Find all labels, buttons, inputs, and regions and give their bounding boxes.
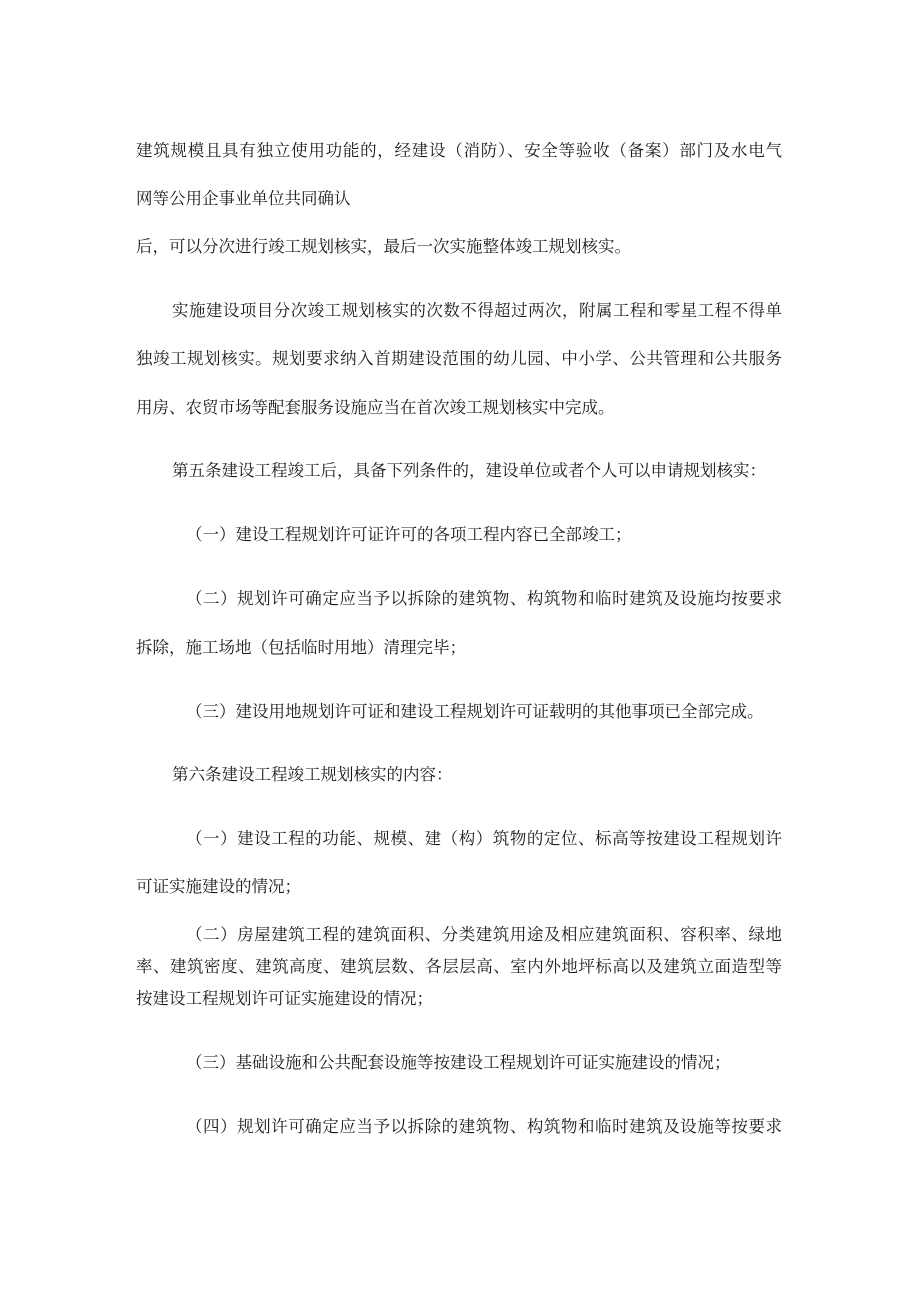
paragraph-line: 后，可以分次进行竣工规划核实，最后一次实施整体竣工规划核实。 [136,237,631,256]
list-item: （一）建设工程规划许可证许可的各项工程内容已全部竣工； [186,525,632,544]
list-item-continuation: 可证实施建设的情况； [136,877,301,896]
paragraph-line: 建筑规模且具有独立使用功能的，经建设（消防）、安全等验收（备案）部门及水电气 [136,141,782,160]
list-item: （一）建设工程的功能、规模、建（构）筑物的定位、标高等按建设工程规划许 [186,829,782,848]
list-item: （三）基础设施和公共配套设施等按建设工程规划许可证实施建设的情况； [186,1053,731,1072]
paragraph-line: 用房、农贸市场等配套服务设施应当在首次竣工规划核实中完成。 [136,398,615,417]
article-heading: 第五条建设工程竣工后，具备下列条件的，建设单位或者个人可以申请规划核实： [172,461,766,480]
paragraph-line: 网等公用企事业单位共同确认 [136,189,351,208]
list-item: （四）规划许可确定应当予以拆除的建筑物、构筑物和临时建筑及设施等按要求 [186,1117,782,1136]
list-item: （二）规划许可确定应当予以拆除的建筑物、构筑物和临时建筑及设施均按要求 [186,589,782,608]
list-item-continuation: 拆除，施工场地（包括临时用地）清理完毕； [136,638,466,657]
article-heading: 第六条建设工程竣工规划核实的内容： [172,765,453,784]
list-item: （三）建设用地规划许可证和建设工程规划许可证载明的其他事项已全部完成。 [186,702,764,721]
paragraph-line: 独竣工规划核实。规划要求纳入首期建设范围的幼儿园、中小学、公共管理和公共服务 [136,349,782,368]
list-item: （二）房屋建筑工程的建筑面积、分类建筑用途及相应建筑面积、容积率、绿地 [186,925,782,944]
list-item-continuation: 按建设工程规划许可证实施建设的情况； [136,989,433,1008]
list-item-continuation: 率、建筑密度、建筑高度、建筑层数、各层层高、室内外地坪标高以及建筑立面造型等 [136,957,782,976]
paragraph-line: 实施建设项目分次竣工规划核实的次数不得超过两次，附属工程和零星工程不得单 [172,301,782,320]
